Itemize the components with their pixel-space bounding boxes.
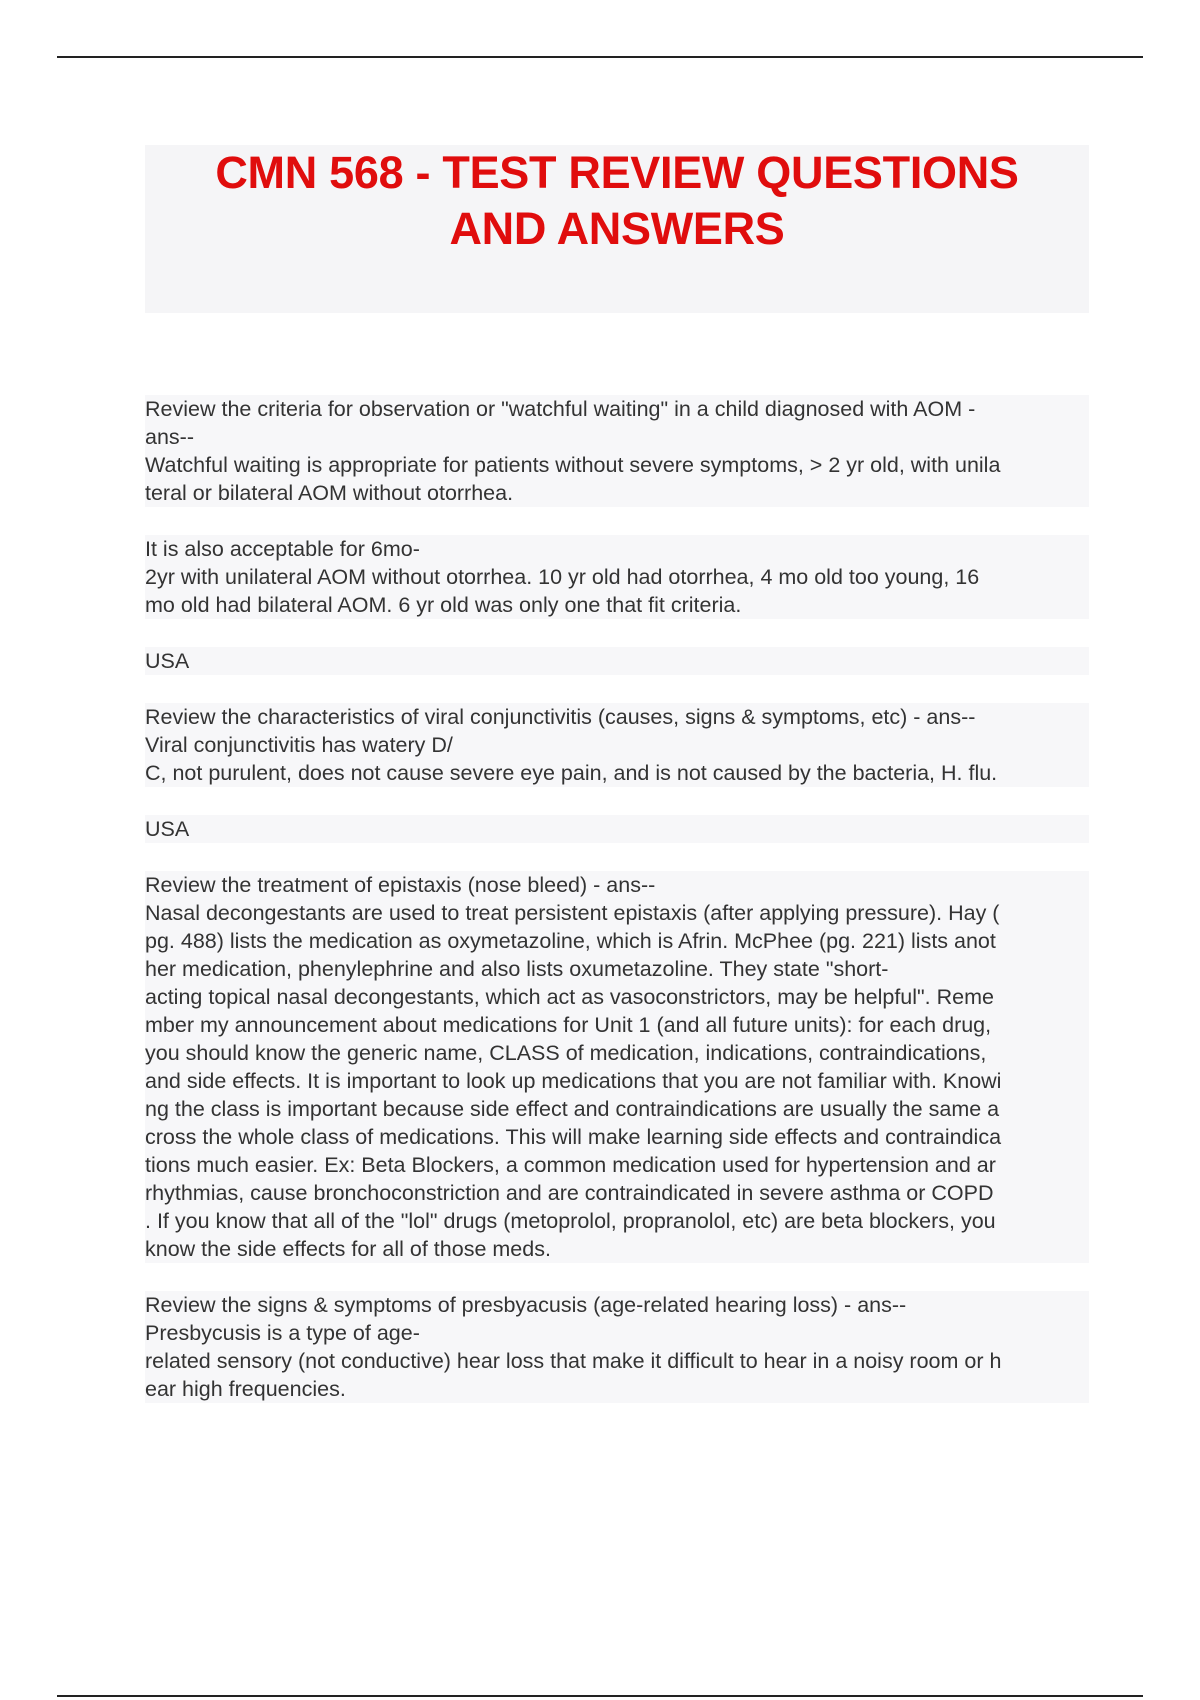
text-line: . If you know that all of the "lol" drugs (metoprolol, propranolol, etc) are beta blockers, you xyxy=(145,1207,1089,1235)
title-line-1: CMN 568 - TEST REVIEW QUESTIONS xyxy=(215,147,1019,198)
text-line: Nasal decongestants are used to treat persistent epistaxis (after applying pressure). Hay ( xyxy=(145,899,1089,927)
text-line: ear high frequencies. xyxy=(145,1375,1089,1403)
text-line: ans-- xyxy=(145,423,1089,451)
text-line: teral or bilateral AOM without otorrhea. xyxy=(145,479,1089,507)
text-line: Review the signs & symptoms of presbyacusis (age-related hearing loss) - ans-- xyxy=(145,1291,1089,1319)
text-line: related sensory (not conductive) hear loss that make it difficult to hear in a noisy room or h xyxy=(145,1347,1089,1375)
text-line: USA xyxy=(145,647,1089,675)
text-line: pg. 488) lists the medication as oxymetazoline, which is Afrin. McPhee (pg. 221) lists anot xyxy=(145,927,1089,955)
text-line: mo old had bilateral AOM. 6 yr old was only one that fit criteria. xyxy=(145,591,1089,619)
text-line: Viral conjunctivitis has watery D/ xyxy=(145,731,1089,759)
blank-line xyxy=(145,787,1089,815)
text-line: USA xyxy=(145,815,1089,843)
blank-line xyxy=(145,1263,1089,1291)
top-rule xyxy=(57,56,1143,58)
text-line: cross the whole class of medications. This will make learning side effects and contraindica xyxy=(145,1123,1089,1151)
blank-line xyxy=(145,619,1089,647)
title-banner xyxy=(145,145,1089,313)
text-line: mber my announcement about medications for Unit 1 (and all future units): for each drug, xyxy=(145,1011,1089,1039)
text-line: 2yr with unilateral AOM without otorrhea. 10 yr old had otorrhea, 4 mo old too young, 16 xyxy=(145,563,1089,591)
title-line-2: AND ANSWERS xyxy=(449,203,785,254)
blank-line xyxy=(145,675,1089,703)
text-line: Review the criteria for observation or "watchful waiting" in a child diagnosed with AOM - xyxy=(145,395,1089,423)
text-line: Watchful waiting is appropriate for patients without severe symptoms, > 2 yr old, with unila xyxy=(145,451,1089,479)
text-line: you should know the generic name, CLASS of medication, indications, contraindications, xyxy=(145,1039,1089,1067)
text-line: her medication, phenylephrine and also lists oxumetazoline. They state "short- xyxy=(145,955,1089,983)
bottom-rule xyxy=(57,1695,1143,1697)
text-line: Review the characteristics of viral conjunctivitis (causes, signs & symptoms, etc) - ans-- xyxy=(145,703,1089,731)
text-line: C, not purulent, does not cause severe eye pain, and is not caused by the bacteria, H. flu. xyxy=(145,759,1089,787)
text-line: and side effects. It is important to look up medications that you are not familiar with. Knowi xyxy=(145,1067,1089,1095)
text-line: know the side effects for all of those meds. xyxy=(145,1235,1089,1263)
text-line: rhythmias, cause bronchoconstriction and are contraindicated in severe asthma or COPD xyxy=(145,1179,1089,1207)
text-line: Review the treatment of epistaxis (nose bleed) - ans-- xyxy=(145,871,1089,899)
text-line: tions much easier. Ex: Beta Blockers, a common medication used for hypertension and ar xyxy=(145,1151,1089,1179)
document-title xyxy=(145,145,1089,257)
text-line: ng the class is important because side effect and contraindications are usually the same a xyxy=(145,1095,1089,1123)
text-line: acting topical nasal decongestants, which act as vasoconstrictors, may be helpful". Reme xyxy=(145,983,1089,1011)
text-line: It is also acceptable for 6mo- xyxy=(145,535,1089,563)
document-body xyxy=(145,395,1089,1403)
blank-line xyxy=(145,843,1089,871)
text-line: Presbycusis is a type of age- xyxy=(145,1319,1089,1347)
blank-line xyxy=(145,507,1089,535)
